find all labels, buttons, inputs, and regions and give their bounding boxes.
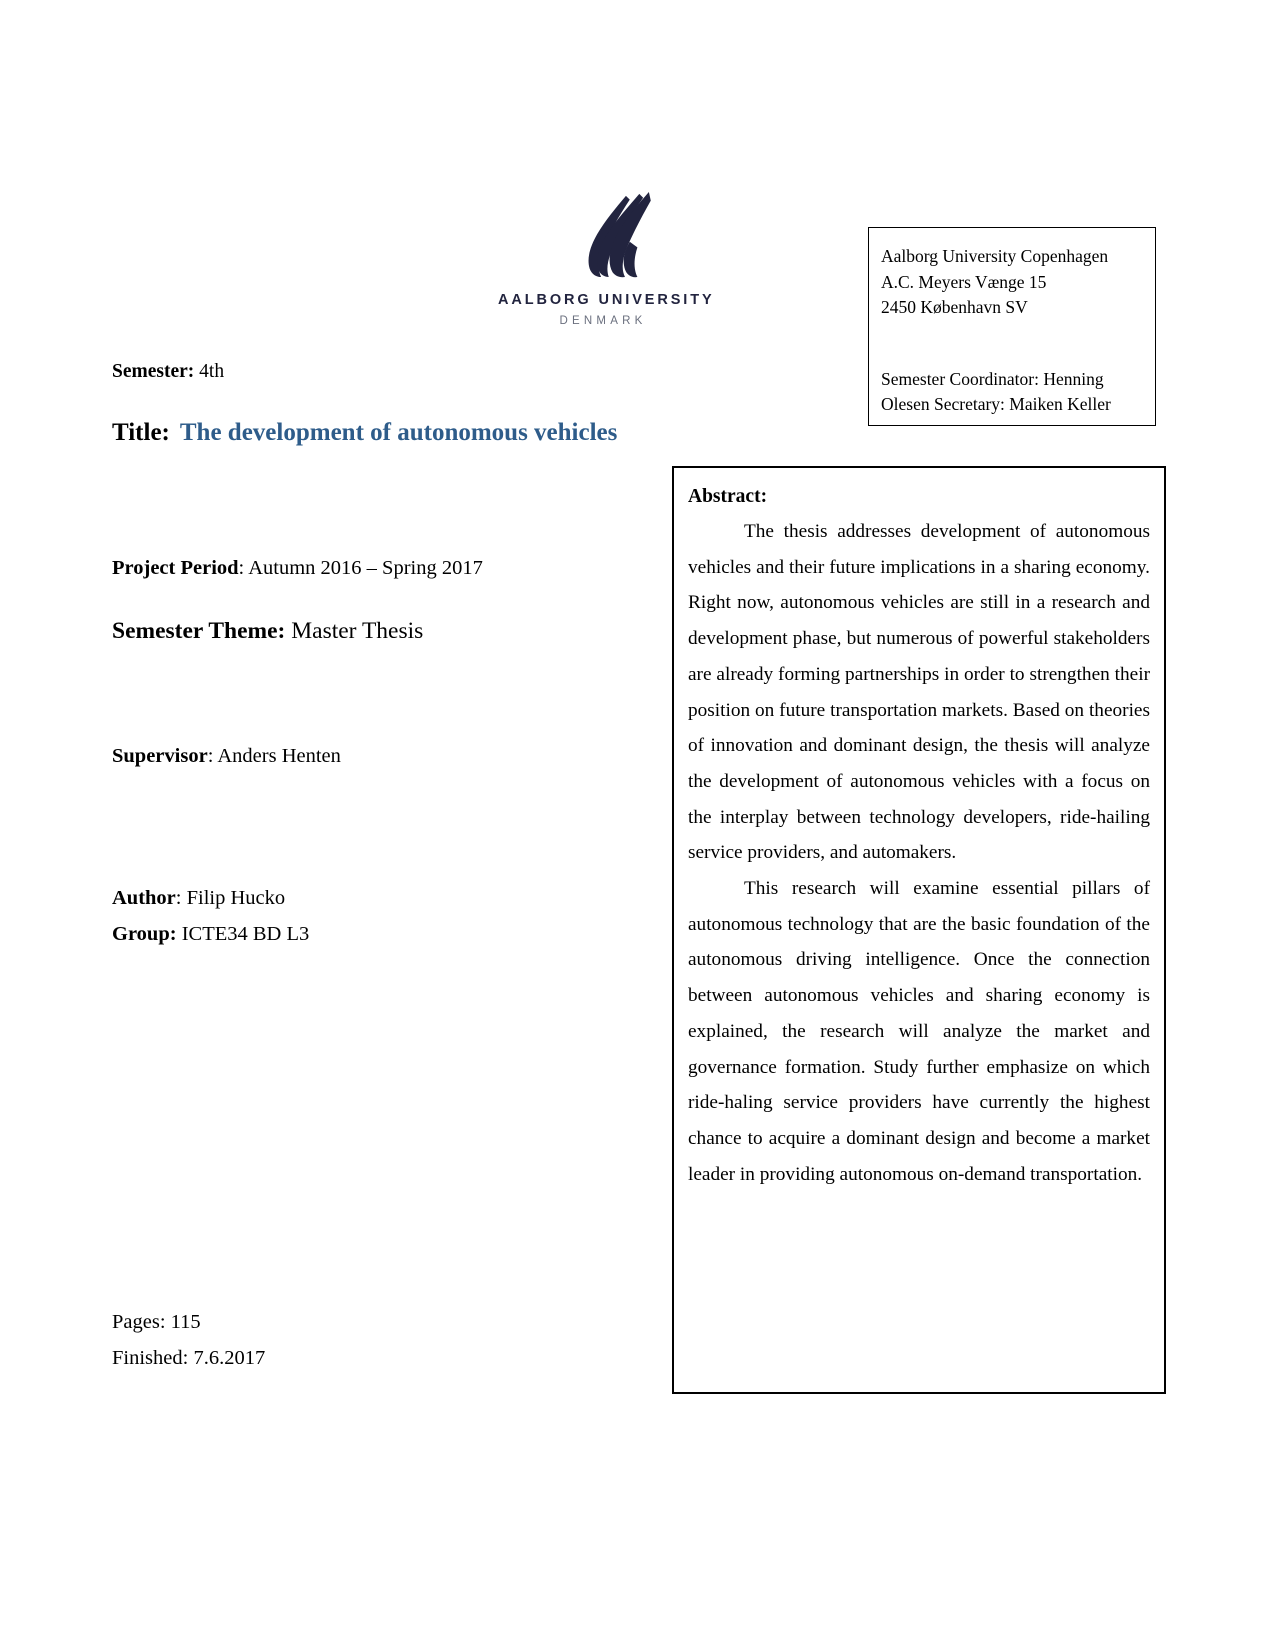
address-line-street: A.C. Meyers Vænge 15 — [881, 271, 1047, 292]
semester-value: 4th — [199, 361, 225, 382]
supervisor-field — [112, 743, 341, 769]
address-spacer — [881, 321, 1141, 367]
pages-field: Pages: 115 — [112, 1311, 201, 1333]
semester-field — [112, 359, 224, 385]
address-line-university: Aalborg University Copenhagen — [881, 246, 1109, 266]
finished-field: Finished: 7.6.2017 — [112, 1347, 266, 1369]
semester-theme-label: Semester Theme: — [112, 618, 286, 644]
author-label: Author — [112, 887, 176, 909]
university-logo-block — [498, 192, 715, 327]
title-label: Title: — [112, 419, 170, 446]
abstract-heading: Abstract: — [688, 486, 768, 507]
aalborg-university-flame-icon — [555, 192, 651, 278]
abstract-paragraph-1: The thesis addresses development of autonomous vehicles and their future implications in a sharing economy. Right now, autonomous vehicles are still in a research and development phase, but numerous of powerful stakeholders are already forming partnerships in order to strengthen their position on future transportation markets. Based on theories of innovation and dominant design, the thesis will analyze the development of autonomous vehicles with a focus on the interplay between technology developers, ride-hailing service providers, and automakers. — [688, 521, 1150, 864]
project-period-field — [112, 555, 483, 581]
project-period-label: Project Period — [112, 557, 239, 579]
project-period-value: : Autumn 2016 – Spring 2017 — [238, 557, 483, 579]
group-value: ICTE34 BD L3 — [181, 923, 310, 945]
author-field — [112, 885, 285, 911]
semester-coordinator-line: Semester Coordinator: Henning — [881, 368, 1104, 389]
group-field — [112, 921, 309, 947]
title-value: The development of autonomous vehicles — [179, 419, 618, 446]
group-label: Group: — [112, 923, 177, 945]
address-box — [868, 227, 1156, 426]
supervisor-label: Supervisor — [112, 745, 208, 767]
logo-wordmark: AALBORG UNIVERSITY — [498, 292, 715, 308]
title-field — [112, 420, 617, 446]
abstract-box — [672, 466, 1166, 1394]
secretary-line: Olesen Secretary: Maiken Keller — [881, 394, 1111, 414]
semester-theme-value: Master Thesis — [291, 618, 424, 644]
semester-theme-field — [112, 618, 423, 644]
logo-subwordmark: DENMARK — [559, 315, 647, 327]
semester-label: Semester: — [112, 361, 195, 382]
abstract-paragraph-2: This research will examine essential pillars of autonomous technology that are the basic foundation of the autonomous driving intelligence. Once the connection between autonomous vehicles and sharing economy is explained, the research will analyze the market and governance formation. Study further emphasize on which ride-haling service providers have currently the highest chance to acquire a dominant design and become a market leader in providing autonomous on-demand transportation. — [688, 878, 1150, 1185]
address-line-city: 2450 København SV — [881, 297, 1028, 317]
supervisor-value: : Anders Henten — [207, 745, 341, 767]
author-value: : Filip Hucko — [175, 887, 286, 909]
